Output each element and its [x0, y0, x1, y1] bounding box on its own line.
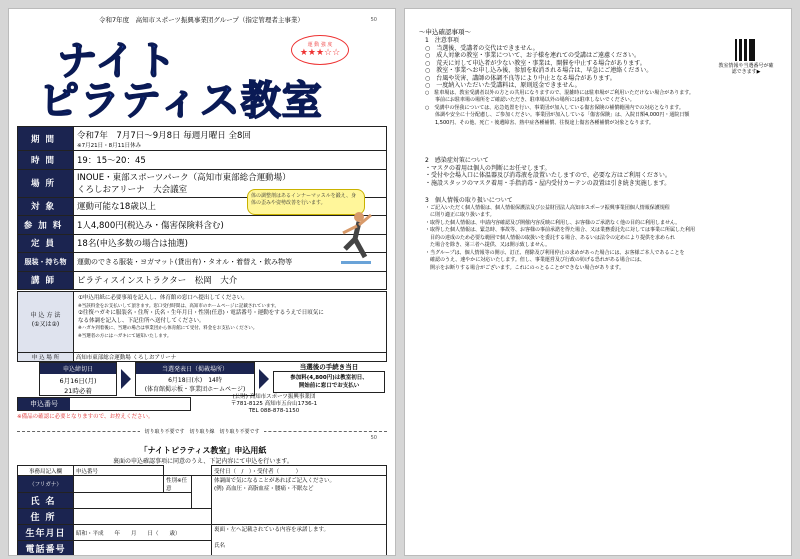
- method-key: 申 込 方 法 (①又は②): [18, 292, 74, 354]
- method-lines: [78, 295, 384, 340]
- deadline-date: 6月16日(月): [59, 377, 97, 385]
- deadline-head: 申込締切日: [40, 363, 116, 374]
- phone-input[interactable]: [74, 541, 212, 557]
- payday-box: [273, 362, 385, 396]
- info-key: 講師: [18, 271, 74, 290]
- contact-line: (公財) 高知市スポーツ振興事業団: [232, 394, 316, 400]
- privacy-item: ・取得した個人情報は、緊急時、事故等、お客様の事前承諾を得た場合、又は業務委託先に対しては事業に所属した利用: [425, 227, 696, 233]
- info-row-time: [18, 151, 387, 170]
- announce-date: 6月18日(水) 14時: [168, 377, 222, 384]
- appno-label: 申込番号: [74, 466, 164, 476]
- registration-number-box: [17, 397, 191, 411]
- section-privacy: [425, 197, 745, 272]
- note-item: ○ 受講中の怪我については、応急処置を行い、事業団が加入している傷害保険の補償範囲内での対応となります。: [425, 104, 684, 111]
- infection-item: ・マスクの着用は個人の判断にお任せします。: [425, 164, 551, 172]
- contact-line: 〒781-8125 高知市五台山1736-1: [230, 401, 318, 407]
- furigana-input[interactable]: [74, 476, 164, 493]
- note-item: 1,500円、その他、死亡・後遺障害、熱中症各種補償、往復途上傷害各種補償が対象となります。: [425, 119, 654, 126]
- application-form-title: 「ナイトピラティス教室」申込用紙: [139, 446, 267, 455]
- regnum-label: 申込番号: [18, 398, 70, 410]
- info-value-time: 19：15～20：45: [74, 151, 387, 170]
- sign-label: 氏名: [214, 543, 226, 549]
- note-item: 事前にお駐車場の場所をご確認いただき、駐車場以外の場所には駐車しないでください。: [425, 97, 635, 103]
- arrow-icon: [121, 369, 131, 389]
- note-item: ○ 一度納入いただいた受講料は、原則返金できません。: [425, 82, 581, 89]
- info-value-instructor: ピラティスインストラクター 松岡 大介: [74, 271, 387, 290]
- speech-bubble: 体の調整剤はあるインナーマッスルを鍛え、身体の歪みや姿勢改善を行います。: [247, 189, 365, 215]
- form-row-office: [18, 466, 387, 476]
- section-notes: [425, 37, 745, 127]
- birth-input[interactable]: 昭和・平成 年 月 日（ 歳）: [74, 525, 212, 541]
- difficulty-label: 運 動 強 度: [307, 42, 333, 48]
- title-line-1: ナイト: [57, 38, 178, 84]
- infection-item: ・施設スタッフのマスク着用・手指消毒・屋内受付カーテンの設置は引き続き実施します。: [425, 179, 671, 187]
- privacy-item: ・当グループは、個人情報等の開示、訂正、削除及び利用停止の求めがあった場合には、お客様ご本人であることを: [425, 249, 685, 256]
- info-row-instructor: [18, 271, 387, 290]
- info-key: 期間: [18, 127, 74, 151]
- method-line: ②往復ハガキに服装名・住所・氏名・生年月日・性別(任意)・電話番号・運動をするうえで日頃気に: [78, 310, 324, 316]
- info-key: 服装・持ち物: [18, 253, 74, 272]
- pilates-figure-icon: [339, 209, 373, 265]
- gender-input[interactable]: [192, 476, 212, 509]
- page-number-2: 50: [370, 435, 377, 441]
- section-heading: 1 注意事項: [425, 37, 459, 44]
- privacy-item: 目的の達成のため必要な範囲で個人情報の取扱いを委託する場合、あるいは法令の定めにより提供を求められ: [425, 234, 676, 241]
- method-line: ①申込用紙に必要事項を記入し、体育館の窓口へ提出してください。: [78, 295, 248, 301]
- payday-line-2: 開始前に窓口でお支払い: [298, 383, 360, 389]
- form-row-birth: [18, 525, 387, 541]
- privacy-item: 確認のうえ、速やかに対応いたします。但し、事業運営及び行政の妨げる恐れがある場合には、: [425, 257, 645, 263]
- privacy-item: 開示をお断りする場合がございます。これにのっとることができない場合があります。: [425, 264, 625, 271]
- cut-line: [17, 431, 387, 439]
- info-row-period: [18, 127, 387, 151]
- note-item: ○ 成人対象の教室・事業について、お子様を連れての受講はご遠慮ください。: [425, 52, 640, 59]
- payday-line-1: 参加料(4,800円)は教室初日、: [290, 375, 368, 381]
- phone-label: 電話番号: [18, 541, 74, 557]
- organizer-header: 令和7年度 高知市スポーツ振興事業団グループ（指定管理者主事業）: [99, 16, 304, 24]
- qr-label: 教室情報や当選番号が確認できます▶: [718, 63, 774, 75]
- deadline-time: 21時必着: [64, 387, 92, 395]
- section-heading: 3 個人情報の取り扱いについて: [425, 197, 513, 204]
- flyer-back-page: [404, 8, 792, 556]
- title-line-2: ピラティス教室: [39, 78, 323, 124]
- application-form-subtitle: 裏面の申込確認事項に同意のうえ、下記内容にて申込を行います。: [113, 458, 293, 465]
- info-row-items: [18, 253, 387, 272]
- info-value-fee: 1人4,800円(税込み・傷害保険料含む): [74, 216, 387, 235]
- info-note-period: ※7月21日・8月11日休み: [77, 142, 142, 149]
- payday-head: 当選後の手続き当日: [299, 363, 359, 371]
- method-line: ※当選者の方にはハガキにて通知いたします。: [78, 333, 172, 339]
- info-key: 参加料: [18, 216, 74, 235]
- warning-text: ※備品の確認に必要となりますので、お控えください。: [17, 414, 154, 420]
- application-method: [17, 291, 387, 353]
- form-row-furigana: [18, 476, 387, 493]
- name-input[interactable]: [74, 493, 192, 509]
- method-line: ※ハガキ到着後に、当選の場合は事業団から体育館にて受付、料金をお支払いください。: [78, 326, 258, 331]
- name-label: 氏名: [18, 493, 74, 509]
- info-key: 定員: [18, 234, 74, 253]
- info-key: 時間: [18, 151, 74, 170]
- gender-label: 性別: [166, 478, 178, 484]
- contact-info: [221, 394, 327, 422]
- info-key: 対象: [18, 197, 74, 216]
- section-heading: 2 感染症対策について: [425, 157, 489, 164]
- announce-where: (体育館掲示板・事業団ホームページ): [144, 386, 246, 393]
- info-row-fee: [18, 216, 387, 235]
- privacy-item: ・取得した個人情報は、申請内容確認及び開催内容反映に利用し、お客様のご承諾なく他の目的に利用しません。: [425, 219, 681, 226]
- flyer-front-page: [8, 8, 396, 556]
- application-place: [17, 352, 387, 362]
- difficulty-stars: ★★★☆☆: [299, 48, 341, 58]
- contact-line: TEL 088-878-1150: [248, 408, 300, 414]
- note-item: 体調や安全に十分配慮し、ご参加ください。事業団が加入している「傷害保険」は、入院日額4,000円・通院日額: [425, 112, 690, 118]
- confirmation-title: ～申込確認事項～: [419, 28, 471, 36]
- info-value-period: 令和7年 7月7日～9月8日 毎週月曜日 全8回: [77, 130, 251, 141]
- address-input[interactable]: [74, 509, 212, 525]
- consent-note: 裏面・左へ記載されている内容を承諾します。: [214, 527, 330, 533]
- info-value-place-2: くろしおアリーナ 大会議室: [77, 185, 188, 195]
- health-example: (例) 高血圧・高脂血症・腰痛・不眠など: [214, 486, 314, 492]
- place-value: 高知市東部総合運動場 くろしおアリーナ: [75, 355, 177, 361]
- note-item: ○ 荒天に対して申込者が少ない教室・事業は、開催を中止する場合があります。: [425, 59, 646, 67]
- method-line: ※当該料金をお支払いして頂きます。窓口受付時間は、高知市のホームページに記載されています。: [78, 303, 279, 309]
- section-infection: [425, 157, 745, 187]
- health-note: 体調面で気になることがあればご記入ください。: [214, 478, 336, 484]
- note-item: ○ 駐車場は、教室受講者以外の方との共用になりますので、混雑時には駐車場がご利用いただけない場合があります。: [425, 89, 694, 96]
- info-value-items: 運動のできる服装・ヨガマット(貸出有)・タオル・着替え・飲み物等: [74, 253, 387, 272]
- office-label: 事務局記入欄: [18, 466, 74, 476]
- furigana-label: （フリガナ）: [18, 476, 74, 493]
- birth-label: 生年月日: [18, 525, 74, 541]
- difficulty-badge: [291, 35, 349, 65]
- privacy-item: た場合を除き、第三者へ提供、又は開示致しません。: [425, 242, 551, 248]
- application-form: [17, 465, 387, 556]
- note-item: ○ 台風や災害、講師の体調不良等により中止となる場合があります。: [425, 74, 616, 82]
- info-value-capacity: 18名(申込多数の場合は抽選): [74, 234, 387, 253]
- address-label: 住所: [18, 509, 74, 525]
- announce-box: [135, 362, 255, 396]
- privacy-item: に則り適正に取り扱います。: [425, 212, 495, 218]
- method-line: なる体調を記入し、下記住所へ送付してください。: [78, 317, 205, 324]
- info-row-capacity: [18, 234, 387, 253]
- arrow-icon: [259, 369, 269, 389]
- info-value-target: 運動可能な18歳以上: [74, 197, 387, 216]
- gender-note: ※任意: [166, 478, 188, 492]
- privacy-item: ・ご記入いただく個人情報は、個人情報保護法及び公益財団法人高知市スポーツ振興事業団個人情報保護規程: [425, 204, 670, 211]
- place-key: 申 込 場 所: [18, 353, 74, 361]
- note-item: ○ 教室・事業へお申し込み後、参加を取消される場合は、早急にご連絡ください。: [425, 67, 653, 74]
- deadline-box: [39, 362, 117, 396]
- info-value-place: INOUE・東部スポーツパーク（高知市東部総合運動場）: [77, 173, 291, 183]
- cut-text: 切り取り不要です 切り取り線 切り取り不要です: [140, 429, 263, 435]
- recv-label: 受付日（ / ）・受付者（ ）: [212, 466, 387, 476]
- page-number: 50: [370, 17, 377, 23]
- announce-head: 当選発表日（掲載場所）: [136, 363, 254, 374]
- note-item: ○ 当選後、受講者の交代はできません。: [425, 44, 539, 52]
- infection-item: ・受付や会場入口に体温器及び消毒液を設置いたしますので、必要な方はご利用ください。: [425, 172, 671, 179]
- info-key: 場所: [18, 169, 74, 197]
